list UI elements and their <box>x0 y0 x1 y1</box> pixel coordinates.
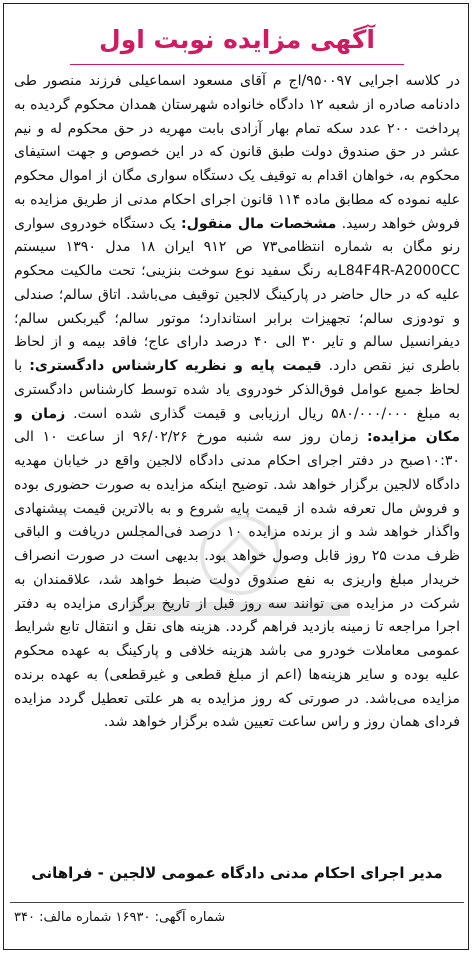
heading-base-price: قیمت پایه و نظریه کارشناس دادگستری: <box>29 358 322 374</box>
signature-line: مدیر اجرای احکام مدنی دادگاه عمومی لالجین - فراهانی <box>31 864 443 882</box>
heading-time-place: زمان و مکان مزایده: <box>14 405 460 446</box>
notice-body <box>14 70 460 860</box>
notice-title: آگهی مزایده نوبت اول <box>99 25 375 54</box>
paragraph-price: با لحاظ جمیع عوامل فوق‌الذکر خودروی یاد شده توسط کارشناس دادگستری به مبلغ ۵۸۰/۰۰۰/۰۰۰ ریال ارزیابی و قیمت گذاری شده است. <box>14 358 460 422</box>
footer-divider <box>10 902 464 903</box>
paragraph-case: در کلاسه اجرایی ۹۵۰۰۹۷/اج م آقای مسعود اسماعیلی فرزند منصور طی دادنامه صادره از شعبه ۱۲ دادگاه خانواده شهرستان همدان محکوم گردیده به پرداخت ۲۰۰ عدد سکه تمام بهار آزادی بابت مهریه در حق محکوم له و نیم عشر در حق صندوق دولت طبق قانون که در این خصوص و جهت استیفای محکوم به، خواهان اقدام به توقیف یک دستگاه سواری مگان از اموال محکوم علیه نموده که مطابق ماده ۱۱۴ قانون اجرای احکام مدنی از طریق مزایده به فروش خواهد رسید. <box>14 73 460 232</box>
title-underline <box>70 64 404 65</box>
paragraph-specs: یک دستگاه خودروی سواری رنو مگان به شماره انتظامی۷۳ ص ۹۱۲ ایران ۱۸ مدل ۱۳۹۰ سیستم L84F4R-A2000CCبه رنگ سفید نوع سوخت بنزینی؛ تحت مالکیت محکوم علیه که در حال حاضر در پارکینگ لالجین توقیف می‌باشد. اتاق سالم؛ صندلی و تودوزی سالم؛ تجهیزات برابر استاندارد؛ موتور سالم؛ گیربکس سالم؛ دیفرانسیل سالم و تایر ۳۰ الی ۴۰ درصد دارای عاج؛ فاقد بیمه و از لحاظ باطری نیز نقص دارد. <box>14 215 460 374</box>
heading-item-specs: مشخصات مال منقول: <box>180 215 337 232</box>
notice-number-footer: شماره آگهی: ۱۶۹۳۰ شماره مالف: ۳۴۰ <box>14 910 226 925</box>
paragraph-time-place: زمان روز سه شنبه مورخ ۹۶/۰۲/۲۶ از ساعت ۱۰ الی ۱۰:۳۰صبح در دفتر اجرای احکام مدنی دادگاه لالجین واقع در خیابان مهدیه دادگاه لالجین برگزار خواهد شد. توضیح اینکه مزایده به صورت حضوری بوده و فروش مال تعرفه شده از قیمت پایه شروع و به بالاترین قیمت پیشنهادی واگذار خواهد شد و از برنده مزایده ۱۰ درصد فی‌المجلس دریافت و الباقی ظرف مدت ۲۵ روز قابل وصول خواهد بود. بدیهی است در صورت انصراف خریدار مبلغ واریزی به نفع صندوق دولت ضبط خواهد شد، علاقمندان به شرکت در مزایده می توانند سه روز قبل از تاریخ برگزاری مزایده به دفتر اجرا مراجعه تا زمینه بازدید فراهم گردد. هزینه های نقل و انتقال تابع شرایط عمومی معاملات خودرو می باشد هزینه خلافی و پارکینگ به عهده محکوم علیه بوده و سایر هزینه‌ها (اعم از مبلغ قطعی و غیرقطعی) به عهده برنده مزایده می‌باشد. در صورتی که روز مزایده به هر علتی تعطیل گردد مزایده فردای همان روز و راس ساعت تعیین شده برگزار خواهد شد. <box>14 429 460 731</box>
